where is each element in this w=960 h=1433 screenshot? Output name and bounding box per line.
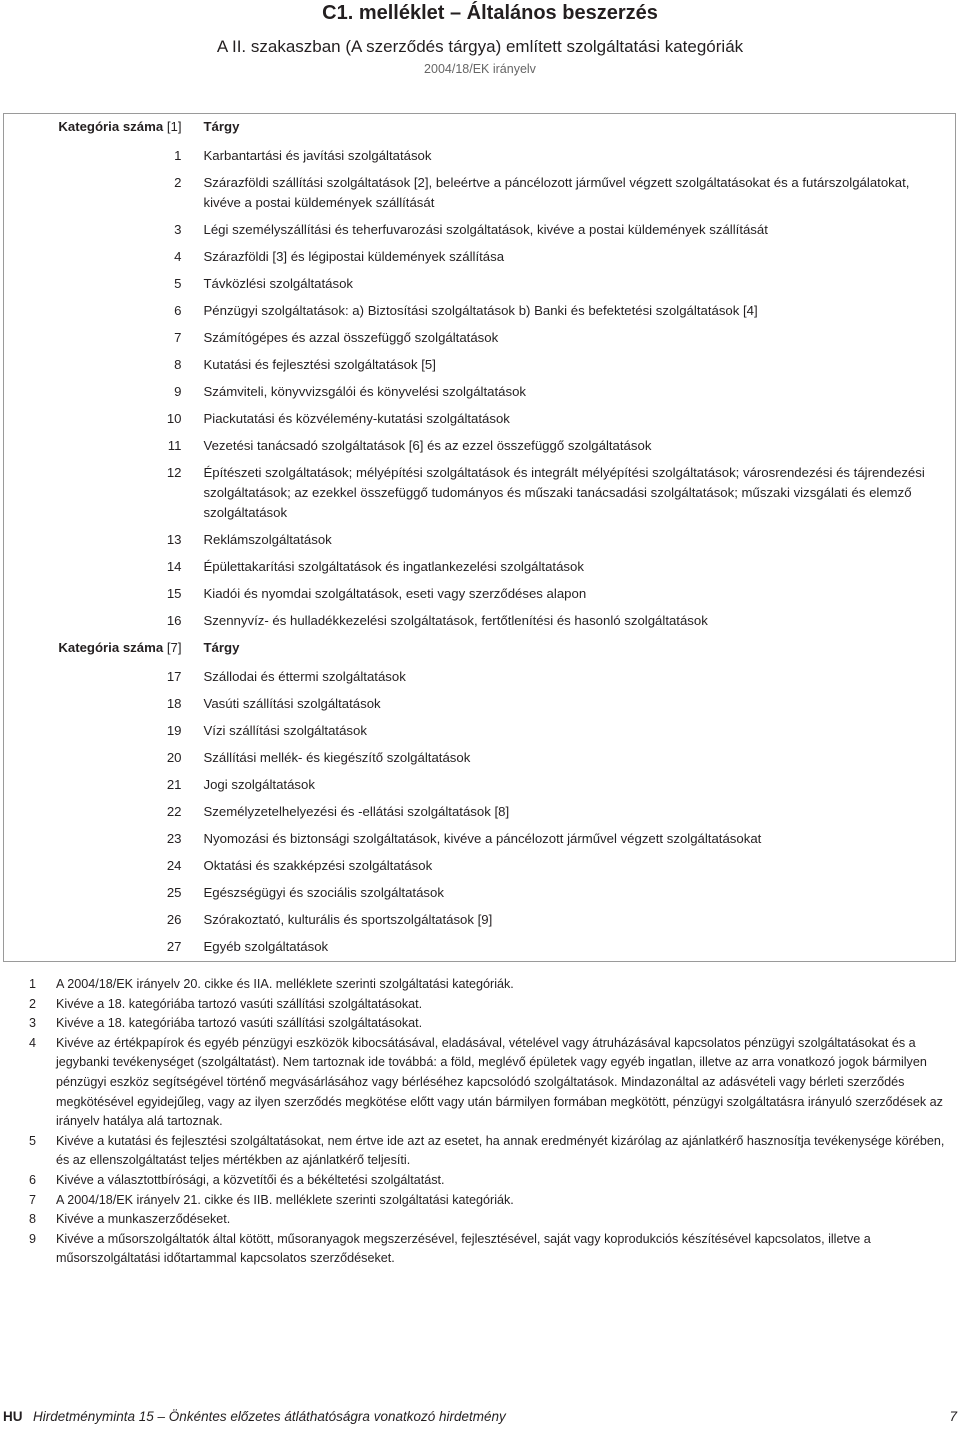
header-category-number (4, 114, 204, 144)
category-number: 9 (174, 384, 182, 399)
footnote-number: 2 (29, 996, 37, 1011)
table-row (4, 379, 956, 406)
category-number: 26 (166, 912, 182, 927)
footnote-text: Kivéve a kutatási és fejlesztési szolgáltatásokat, nem értve ide azt az esetet, ha annak eredményét kizárólag az ajánlatkérő hasznosítja tevékenysége körében, és az ellenszolgáltatást teljes mértékben az ajánlatkérő teljesíti. (56, 1133, 945, 1168)
footnote-text: Kivéve a 18. kategóriába tartozó vasúti szállítási szolgáltatásokat. (56, 1016, 423, 1031)
category-number: 13 (166, 532, 182, 547)
footnote (20, 1034, 955, 1132)
header-category-footnote-ref: [1] (166, 119, 182, 134)
table-header-row (4, 635, 956, 664)
table-row (4, 691, 956, 718)
category-number: 23 (166, 831, 182, 846)
category-subject: Nyomozási és biztonsági szolgáltatások, kivéve a páncélozott járművel végzett szolgáltatásokat (203, 831, 762, 846)
category-number: 16 (166, 613, 182, 628)
table-row (4, 554, 956, 581)
table-row (4, 271, 956, 298)
table-row (4, 244, 956, 271)
table-row (4, 799, 956, 826)
directive-reference: 2004/18/EK irányelv (424, 62, 536, 76)
footnote-number: 5 (29, 1133, 37, 1148)
table-row (4, 718, 956, 745)
footnote (20, 1171, 955, 1191)
category-number: 12 (166, 465, 182, 480)
footnote-text: Kivéve a műsorszolgáltatók által kötött, műsoranyagok megszerzésével, fejlesztésével, saját vagy koprodukciós készítésével kapcsolatos, illetve a műsorszolgáltatási időtartammal kapcsolatos szerződéseket. (56, 1231, 871, 1266)
footnote-text: A 2004/18/EK irányelv 21. cikke és IIB. melléklete szerinti szolgáltatási kategóriák. (56, 1192, 514, 1207)
category-subject: Épülettakarítási szolgáltatások és ingatlankezelési szolgáltatások (203, 559, 584, 574)
footnote-number: 4 (29, 1035, 37, 1050)
category-number: 21 (166, 777, 182, 792)
header-category-label: Kategória száma (58, 640, 164, 655)
header-category-footnote-ref: [7] (166, 640, 182, 655)
page-footer (0, 1409, 960, 1429)
table-row (4, 581, 956, 608)
category-subject: Távközlési szolgáltatások (203, 276, 354, 291)
footnote-number: 8 (29, 1212, 37, 1227)
category-number: 6 (174, 303, 182, 318)
category-number: 5 (174, 276, 182, 291)
footnote (20, 975, 955, 995)
footnote-text: Kivéve a munkaszerződéseket. (56, 1212, 231, 1227)
header-subject: Tárgy (203, 119, 240, 134)
category-subject: Jogi szolgáltatások (203, 777, 315, 792)
category-number: 2 (174, 175, 182, 190)
category-subject: Szárazföldi [3] és légipostai küldemények szállítása (203, 249, 505, 264)
category-subject: Szállodai és éttermi szolgáltatások (203, 669, 406, 684)
category-number: 22 (166, 804, 182, 819)
footnote (20, 1210, 955, 1230)
category-subject: Egészségügyi és szociális szolgáltatások (203, 885, 444, 900)
table-row (4, 406, 956, 433)
category-subject: Szárazföldi szállítási szolgáltatások [2], beleértve a páncélozott járművel végzett szolgáltatásokat és a futárszolgálatokat, kivéve a postai küldemények szállítását (203, 175, 910, 210)
category-number: 17 (166, 669, 182, 684)
footnote (20, 1230, 955, 1269)
header-subject: Tárgy (203, 640, 240, 655)
footer-page-number: 7 (949, 1409, 957, 1424)
footnote (20, 1191, 955, 1211)
footnote-number: 6 (29, 1172, 37, 1187)
table-row (4, 433, 956, 460)
category-number: 14 (166, 559, 182, 574)
footnote (20, 995, 955, 1015)
table-row (4, 298, 956, 325)
category-subject: Oktatási és szakképzési szolgáltatások (203, 858, 433, 873)
table-row (4, 608, 956, 635)
category-subject: Vízi szállítási szolgáltatások (203, 723, 367, 738)
category-number: 4 (174, 249, 182, 264)
footnote-text: Kivéve a 18. kategóriába tartozó vasúti szállítási szolgáltatásokat. (56, 996, 423, 1011)
header-category-label: Kategória száma (58, 119, 164, 134)
table-row (4, 664, 956, 691)
table-row (4, 880, 956, 907)
category-table-part-2 (4, 635, 956, 962)
category-subject: Számítógépes és azzal összefüggő szolgáltatások (203, 330, 499, 345)
table-row (4, 325, 956, 352)
category-subject: Egyéb szolgáltatások (203, 939, 329, 954)
category-subject: Vasúti szállítási szolgáltatások (203, 696, 381, 711)
table-row (4, 170, 956, 217)
category-subject: Számviteli, könyvvizsgálói és könyvelési szolgáltatások (203, 384, 527, 399)
table-row (4, 934, 956, 962)
category-subject: Reklámszolgáltatások (203, 532, 332, 547)
category-subject: Szállítási mellék- és kiegészítő szolgáltatások (203, 750, 471, 765)
table-row (4, 772, 956, 799)
table-row (4, 217, 956, 244)
table-row (4, 853, 956, 880)
footnote-text: A 2004/18/EK irányelv 20. cikke és IIA. melléklete szerinti szolgáltatási kategóriák. (56, 977, 514, 991)
category-number: 27 (166, 939, 182, 954)
category-subject: Kutatási és fejlesztési szolgáltatások [5] (203, 357, 436, 372)
table-row (4, 527, 956, 554)
category-number: 15 (166, 586, 182, 601)
category-subject: Karbantartási és javítási szolgáltatások (203, 148, 432, 163)
category-number: 20 (166, 750, 182, 765)
category-subject: Vezetési tanácsadó szolgáltatások [6] és az ezzel összefüggő szolgáltatások (203, 438, 652, 453)
category-number: 11 (167, 438, 182, 453)
category-number: 24 (166, 858, 182, 873)
table-row (4, 826, 956, 853)
table-row (4, 460, 956, 527)
footer-form-title: Hirdetményminta 15 – Önkéntes előzetes átláthatóságra vonatkozó hirdetmény (33, 1409, 506, 1424)
table-row (4, 143, 956, 170)
table-row (4, 745, 956, 772)
category-number: 19 (166, 723, 182, 738)
category-number: 8 (174, 357, 182, 372)
footnote (20, 1014, 955, 1034)
category-subject: Szórakoztató, kulturális és sportszolgáltatások [9] (203, 912, 493, 927)
footnote-text: Kivéve a választottbírósági, a közvetítői és a békéltetési szolgáltatást. (56, 1172, 445, 1187)
footnote-number: 9 (29, 1231, 37, 1246)
footnote-number: 1 (29, 977, 37, 991)
footer-language-code: HU (3, 1409, 23, 1424)
category-subject: Légi személyszállítási és teherfuvarozási szolgáltatások, kivéve a postai küldemények szállítását (203, 222, 768, 237)
footnote (20, 1132, 955, 1171)
category-subject: Kiadói és nyomdai szolgáltatások, eseti vagy szerződéses alapon (203, 586, 587, 601)
table-header-row (4, 114, 956, 144)
category-number: 3 (174, 222, 182, 237)
category-table (3, 113, 956, 962)
category-number: 18 (166, 696, 182, 711)
header-category-number (4, 635, 204, 664)
category-subject: Piackutatási és közvélemény-kutatási szolgáltatások (203, 411, 510, 426)
category-number: 25 (166, 885, 182, 900)
category-table-part-1 (4, 114, 956, 636)
table-row (4, 352, 956, 379)
category-subject: Pénzügyi szolgáltatások: a) Biztosítási szolgáltatások b) Banki és befektetési szolgáltatások [4] (203, 303, 758, 318)
category-subject: Szennyvíz- és hulladékkezelési szolgáltatások, fertőtlenítési és hasonló szolgáltatások (203, 613, 708, 628)
category-number: 10 (166, 411, 182, 426)
footnote-number: 7 (29, 1192, 37, 1207)
page-subtitle: A II. szakaszban (A szerződés tárgya) említett szolgáltatási kategóriák (216, 37, 744, 56)
footnote-number: 3 (29, 1016, 37, 1031)
page-title: C1. melléklet – Általános beszerzés (322, 2, 658, 24)
table-row (4, 907, 956, 934)
category-number: 7 (174, 330, 182, 345)
category-number: 1 (174, 148, 182, 163)
footnotes (20, 975, 955, 1269)
footnote-text: Kivéve az értékpapírok és egyéb pénzügyi eszközök kibocsátásával, eladásával, vételével vagy átruházásával kapcsolatos pénzügyi szolgáltatásokat és a jegybanki tevékenységet (szolgáltatást). Nem tartoznak ide továbbá: a föld, meglévő épületek vagy egyéb ingatlan, illetve az arra vonatkozó jogok bármilyen pénzügyi eszköz segítségével történő megvásárlásához vagy bérléséhez kapcsolódó szolgáltatások. Mindazonáltal az adásvételi vagy bérleti szerződés megkötésével egyidejűleg, vagy az ilyen szerződés megkötése előtt vagy után bármilyen formában megkötött, pénzügyi szolgáltatásra irányuló szerződések az irányelv hatálya alá tartoznak. (56, 1035, 943, 1129)
category-subject: Személyzetelhelyezési és -ellátási szolgáltatások [8] (203, 804, 510, 819)
category-subject: Építészeti szolgáltatások; mélyépítési szolgáltatások és integrált mélyépítési szolgáltatások; városrendezési és tájrendezési szolgáltatások; az ezekkel összefüggő tudományos és műszaki tanácsadási szolgáltatások; műszaki vizsgálati és elemző szolgáltatások (203, 465, 925, 520)
